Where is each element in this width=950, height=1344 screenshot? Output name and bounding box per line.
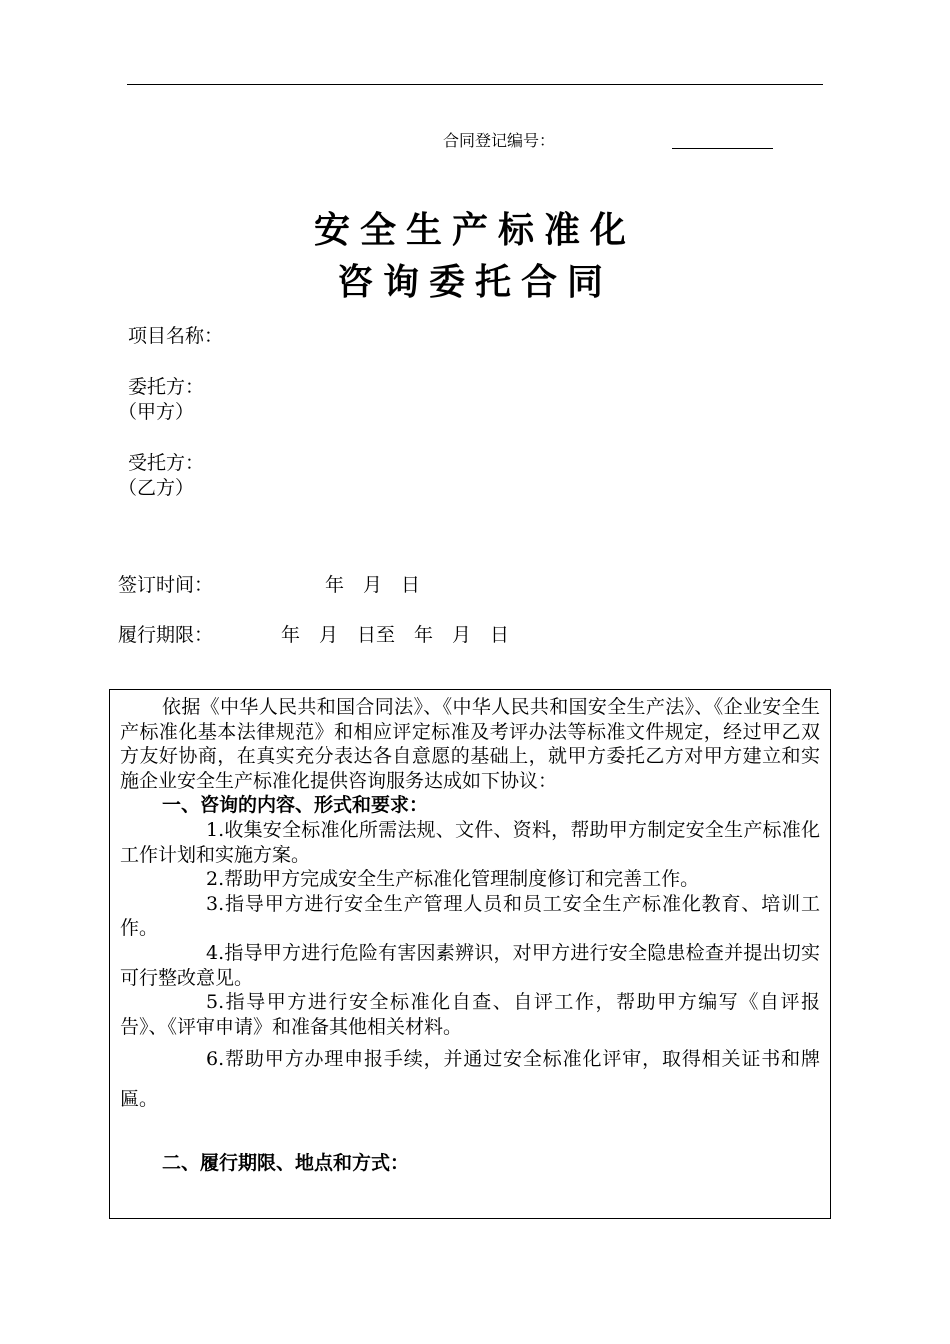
client-party: （甲方） [118,401,195,423]
section1-heading: 一、咨询的内容、形式和要求： [162,794,429,817]
agent-party: （乙方） [118,477,195,499]
document-title-line1: 安全生产标准化 [313,209,636,251]
term-value: 年 月 日至 年 月 日 [281,624,510,646]
client-label: 委托方： [128,376,205,398]
list-item: 5.指导甲方进行安全标准化自查、自评工作，帮助甲方编写《自评报告》、《评审申请》和准备其他相关材料。 [120,991,820,1038]
project-name-label: 项目名称： [128,325,224,347]
sign-time-label: 签订时间： [118,574,214,596]
header-rule [127,84,823,85]
term-label: 履行期限： [118,624,214,646]
intro-paragraph: 依据《中华人民共和国合同法》、《中华人民共和国安全生产法》、《企业安全生产标准化基本法律规范》和相应评定标准及考评办法等标准文件规定，经过甲乙双方友好协商，在真实充分表达各自意愿的基础上，就甲方委托乙方对甲方建立和实施企业安全生产标准化提供咨询服务达成如下协议： [120,696,820,792]
sign-time-value: 年 月 日 [325,574,421,596]
agent-label: 受托方： [128,452,205,474]
list-item: 4.指导甲方进行危险有害因素辨识，对甲方进行安全隐患检查并提出切实可行整改意见。 [120,941,820,989]
list-item: 6.帮助甲方办理申报手续，并通过安全标准化评审，取得相关证书和牌匾。 [120,1048,820,1111]
registration-number-label: 合同登记编号： [443,131,556,150]
registration-number-field[interactable] [672,148,773,149]
list-item: 1.收集安全标准化所需法规、文件、资料，帮助甲方制定安全生产标准化工作计划和实施方案。 [120,818,820,866]
agreement-text-box [109,689,831,1219]
document-title-line2: 咨询委托合同 [336,261,613,303]
list-item: 3.指导甲方进行安全生产管理人员和员工安全生产标准化教育、培训工作。 [120,892,820,940]
list-item: 2.帮助甲方完成安全生产标准化管理制度修订和完善工作。 [206,868,700,891]
section2-heading: 二、履行期限、地点和方式： [162,1152,410,1175]
